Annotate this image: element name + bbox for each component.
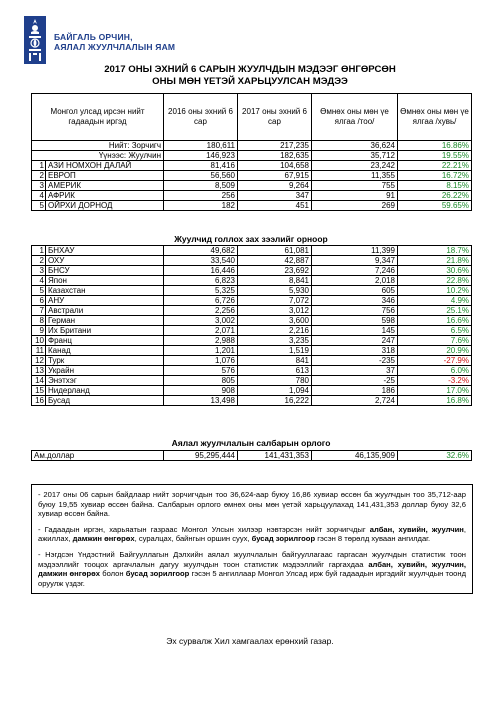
note3-bold: бусад зорилгоор [125, 569, 190, 579]
row-label: Канад [46, 346, 164, 356]
row-index: 3 [32, 266, 46, 276]
soyombo-emblem-icon [24, 16, 46, 64]
row-index: 4 [32, 191, 46, 201]
value-2017: 8,841 [238, 276, 312, 286]
row-label: ОХУ [46, 256, 164, 266]
column-header-diff-percent: Өмнөх оны мөн үе ялгаа /хувь/ [398, 94, 472, 141]
row-index: 9 [32, 326, 46, 336]
value-diff: 37 [312, 366, 398, 376]
row-index: 1 [32, 246, 46, 256]
row-index: 4 [32, 276, 46, 286]
value-2016: 5,325 [164, 286, 238, 296]
value-diff: 35,712 [312, 151, 398, 161]
value-2016: 13,498 [164, 396, 238, 406]
value-2017: 780 [238, 376, 312, 386]
value-diff-percent: 16.86% [398, 141, 472, 151]
value-diff: -235 [312, 356, 398, 366]
value-diff-percent: -27.9% [398, 356, 472, 366]
revenue-diff-percent: 32.6% [398, 451, 472, 461]
table-row [32, 256, 472, 266]
row-index: 2 [32, 256, 46, 266]
table-row [32, 396, 472, 406]
value-diff: 7,246 [312, 266, 398, 276]
value-2016: 6,726 [164, 296, 238, 306]
table-row [32, 386, 472, 396]
note2-text: , ажиллах, [38, 524, 466, 544]
value-2016: 2,256 [164, 306, 238, 316]
table-row [32, 296, 472, 306]
row-label: БНХАУ [46, 246, 164, 256]
table-row [32, 276, 472, 286]
title-line1: 2017 ОНЫ ЭХНИЙ 6 САРЫН ЖУУЛЧДЫН МЭДЭЭГ ӨНГӨРСӨН [104, 64, 396, 75]
value-diff-percent: 59.65% [398, 201, 472, 211]
value-2016: 49,682 [164, 246, 238, 256]
value-diff: 2,018 [312, 276, 398, 286]
value-diff: 9,347 [312, 256, 398, 266]
table-row [32, 366, 472, 376]
row-index: 11 [32, 346, 46, 356]
row-index: 10 [32, 336, 46, 346]
value-2016: 2,071 [164, 326, 238, 336]
value-2017: 23,692 [238, 266, 312, 276]
value-diff: 756 [312, 306, 398, 316]
row-index: 6 [32, 296, 46, 306]
value-2016: 1,201 [164, 346, 238, 356]
column-header-2017: 2017 оны эхний 6 сар [238, 94, 312, 141]
value-diff: -25 [312, 376, 398, 386]
value-diff-percent: 21.8% [398, 256, 472, 266]
row-label: Турк [46, 356, 164, 366]
note2-text: , суралцах, байнгын оршин суух, [134, 534, 252, 544]
table-row [32, 266, 472, 276]
value-diff-percent: 16.6% [398, 316, 472, 326]
table-row [32, 171, 472, 181]
value-2017: 5,930 [238, 286, 312, 296]
tourism-revenue-table [31, 450, 472, 461]
source-note: Эх сурвалж Хил хамгаалах ерөнхий газар. [166, 636, 334, 646]
row-label: Нидерланд [46, 386, 164, 396]
table-row [32, 201, 472, 211]
revenue-currency-label: Ам.доллар [32, 451, 164, 461]
revenue-2016: 95,295,444 [164, 451, 238, 461]
value-diff: 318 [312, 346, 398, 356]
row-label: Нийт: Зорчигч [32, 141, 164, 151]
value-2016: 908 [164, 386, 238, 396]
table-row [32, 181, 472, 191]
value-2016: 1,076 [164, 356, 238, 366]
value-diff-percent: 18.7% [398, 246, 472, 256]
visitors-by-region-table [31, 93, 472, 211]
value-2017: 9,264 [238, 181, 312, 191]
value-2016: 16,446 [164, 266, 238, 276]
value-2017: 67,915 [238, 171, 312, 181]
value-diff-percent: 7.6% [398, 336, 472, 346]
value-2016: 8,509 [164, 181, 238, 191]
value-2017: 2,216 [238, 326, 312, 336]
row-index: 5 [32, 286, 46, 296]
note2-bold: дамжин өнгөрөх [72, 534, 135, 544]
row-label: БНСУ [46, 266, 164, 276]
value-diff-percent: 17.0% [398, 386, 472, 396]
note-paragraph-3 [38, 550, 466, 588]
row-label: Их Британи [46, 326, 164, 336]
value-diff: 269 [312, 201, 398, 211]
value-2016: 33,540 [164, 256, 238, 266]
value-diff-percent: 4.9% [398, 296, 472, 306]
row-label: Бусад [46, 396, 164, 406]
table-row [32, 356, 472, 366]
row-index: 16 [32, 396, 46, 406]
note3-bold: албан, хувийн, жуулчин, дамжин өнгөрөх [38, 559, 466, 579]
note2-bold: бусад зорилгоор [251, 534, 316, 544]
value-diff-percent: 25.1% [398, 306, 472, 316]
title-line2: ОНЫ МӨН ҮЕТЭЙ ХАРЬЦУУЛСАН МЭДЭЭ [152, 76, 348, 87]
revenue-2017: 141,431,353 [238, 451, 312, 461]
row-label: Үүнээс: Жуулчин [32, 151, 164, 161]
value-2017: 104,658 [238, 161, 312, 171]
table-row [32, 451, 472, 461]
value-diff: 605 [312, 286, 398, 296]
value-diff: 598 [312, 316, 398, 326]
table-row [32, 336, 472, 346]
row-label: АМЕРИК [46, 181, 164, 191]
value-diff-percent: 22.21% [398, 161, 472, 171]
table-row [32, 151, 472, 161]
row-label: ОЙРХИ ДОРНОД [46, 201, 164, 211]
value-2016: 6,823 [164, 276, 238, 286]
value-diff: 755 [312, 181, 398, 191]
value-diff: 91 [312, 191, 398, 201]
row-label: ЕВРОП [46, 171, 164, 181]
value-diff-percent: 6.0% [398, 366, 472, 376]
note2-text: - Гадаадын иргэн, харьяатын газраас Монгол Улсын хилээр нэвтэрсэн нийт зорчигчдыг [38, 524, 370, 534]
value-2017: 3,235 [238, 336, 312, 346]
table-row [32, 316, 472, 326]
row-index: 1 [32, 161, 46, 171]
row-index: 3 [32, 181, 46, 191]
row-label: Украйн [46, 366, 164, 376]
row-index: 7 [32, 306, 46, 316]
row-index: 14 [32, 376, 46, 386]
value-diff-percent: 20.9% [398, 346, 472, 356]
table-header-row [32, 94, 472, 141]
column-header-2016: 2016 оны эхний 6 сар [164, 94, 238, 141]
table-row [32, 286, 472, 296]
value-diff-percent: 10.2% [398, 286, 472, 296]
row-index: 15 [32, 386, 46, 396]
table-row [32, 246, 472, 256]
note2-bold: албан, хувийн, жуулчин [369, 524, 464, 534]
note3-text: гэсэн 5 ангиллаар Монгол Улсад ирж буй гадаадын иргэдийг жуулчдын тоонд оруулж үздэг. [38, 569, 467, 588]
section-title-markets: Жуулчид голлох зах зээлийг орноор [174, 234, 328, 244]
row-index: 13 [32, 366, 46, 376]
value-diff: 186 [312, 386, 398, 396]
value-diff: 23,242 [312, 161, 398, 171]
value-2016: 182 [164, 201, 238, 211]
value-2017: 7,072 [238, 296, 312, 306]
value-diff-percent: 8.15% [398, 181, 472, 191]
value-2017: 217,235 [238, 141, 312, 151]
table-row [32, 376, 472, 386]
visitors-by-country-table [31, 245, 472, 406]
table-row [32, 346, 472, 356]
ministry-name [54, 32, 175, 52]
table-row [32, 141, 472, 151]
row-label: АНУ [46, 296, 164, 306]
value-diff-percent: 16.8% [398, 396, 472, 406]
value-diff: 346 [312, 296, 398, 306]
value-diff-percent: 26.22% [398, 191, 472, 201]
column-header-diff-count: Өмнөх оны мөн үе ялгаа /тоо/ [312, 94, 398, 141]
value-2017: 613 [238, 366, 312, 376]
value-diff-percent: 6.5% [398, 326, 472, 336]
row-index: 8 [32, 316, 46, 326]
notes-box [31, 484, 473, 594]
value-2017: 42,887 [238, 256, 312, 266]
value-diff-percent: 30.6% [398, 266, 472, 276]
value-2016: 576 [164, 366, 238, 376]
value-2016: 805 [164, 376, 238, 386]
value-2017: 347 [238, 191, 312, 201]
value-2016: 3,002 [164, 316, 238, 326]
value-2017: 3,012 [238, 306, 312, 316]
value-2016: 180,611 [164, 141, 238, 151]
value-2016: 81,416 [164, 161, 238, 171]
row-index: 2 [32, 171, 46, 181]
value-diff-percent: 19.55% [398, 151, 472, 161]
note2-text: гэсэн 8 төрөлд хуваан ангилдаг. [315, 534, 431, 544]
value-2017: 1,094 [238, 386, 312, 396]
value-2016: 256 [164, 191, 238, 201]
row-label: Австрали [46, 306, 164, 316]
value-diff: 247 [312, 336, 398, 346]
value-diff: 11,399 [312, 246, 398, 256]
note-paragraph-1: - 2017 оны 06 сарын байдлаар нийт зорчигчдын тоо 36,624-аар буюу 16,86 хувиар өссөн ба жуулчдын тоо 35,712-аар буюу 19,55 хувиар өссөн байна. Салбарын орлого өмнөх оны мөн үетэй харьцуулахад 141,431,353 доллар буюу 32,6 хувиар өссөн байна. [38, 490, 466, 519]
value-2016: 2,988 [164, 336, 238, 346]
value-2016: 146,923 [164, 151, 238, 161]
row-label: Япон [46, 276, 164, 286]
value-diff: 145 [312, 326, 398, 336]
row-index: 12 [32, 356, 46, 366]
note3-text: - Нэгдсэн Үндэстний Байгууллагын Дэлхийн аялал жуулчлалын байгууллагаас гаргасан жуулчдын статистик тоон мэдээллийг тооцох аргачлалын дагуу жуулчдын тоон статистик мэдээллийг гаргахдаа [38, 549, 466, 569]
value-2017: 182,635 [238, 151, 312, 161]
note-paragraph-2 [38, 525, 466, 544]
value-diff-percent: 16.72% [398, 171, 472, 181]
row-label: АФРИК [46, 191, 164, 201]
ministry-name-line1: БАЙГАЛЬ ОРЧИН, [54, 32, 133, 42]
page-title [0, 64, 500, 88]
value-diff: 2,724 [312, 396, 398, 406]
row-label: Франц [46, 336, 164, 346]
column-header-category: Монгол улсад ирсэн нийт гадаадын иргэд [32, 94, 164, 141]
row-label: АЗИ НОМХОН ДАЛАЙ [46, 161, 164, 171]
row-index: 5 [32, 201, 46, 211]
ministry-name-line2: АЯЛАЛ ЖУУЛЧЛАЛЫН ЯАМ [54, 42, 176, 52]
value-diff: 11,355 [312, 171, 398, 181]
row-label: Герман [46, 316, 164, 326]
table-row [32, 306, 472, 316]
row-label: Казахстан [46, 286, 164, 296]
value-diff: 36,624 [312, 141, 398, 151]
section-title-revenue: Аялал жуулчлалын салбарын орлого [171, 438, 331, 448]
revenue-diff: 46,135,909 [312, 451, 398, 461]
table-row [32, 161, 472, 171]
note3-text: болон [100, 569, 126, 579]
table-row [32, 326, 472, 336]
value-2017: 3,600 [238, 316, 312, 326]
value-diff-percent: 22.8% [398, 276, 472, 286]
value-2017: 61,081 [238, 246, 312, 256]
value-2017: 841 [238, 356, 312, 366]
value-2017: 1,519 [238, 346, 312, 356]
value-diff-percent: -3.2% [398, 376, 472, 386]
row-label: Энэтхэг [46, 376, 164, 386]
table-row [32, 191, 472, 201]
value-2016: 56,560 [164, 171, 238, 181]
value-2017: 451 [238, 201, 312, 211]
value-2017: 16,222 [238, 396, 312, 406]
